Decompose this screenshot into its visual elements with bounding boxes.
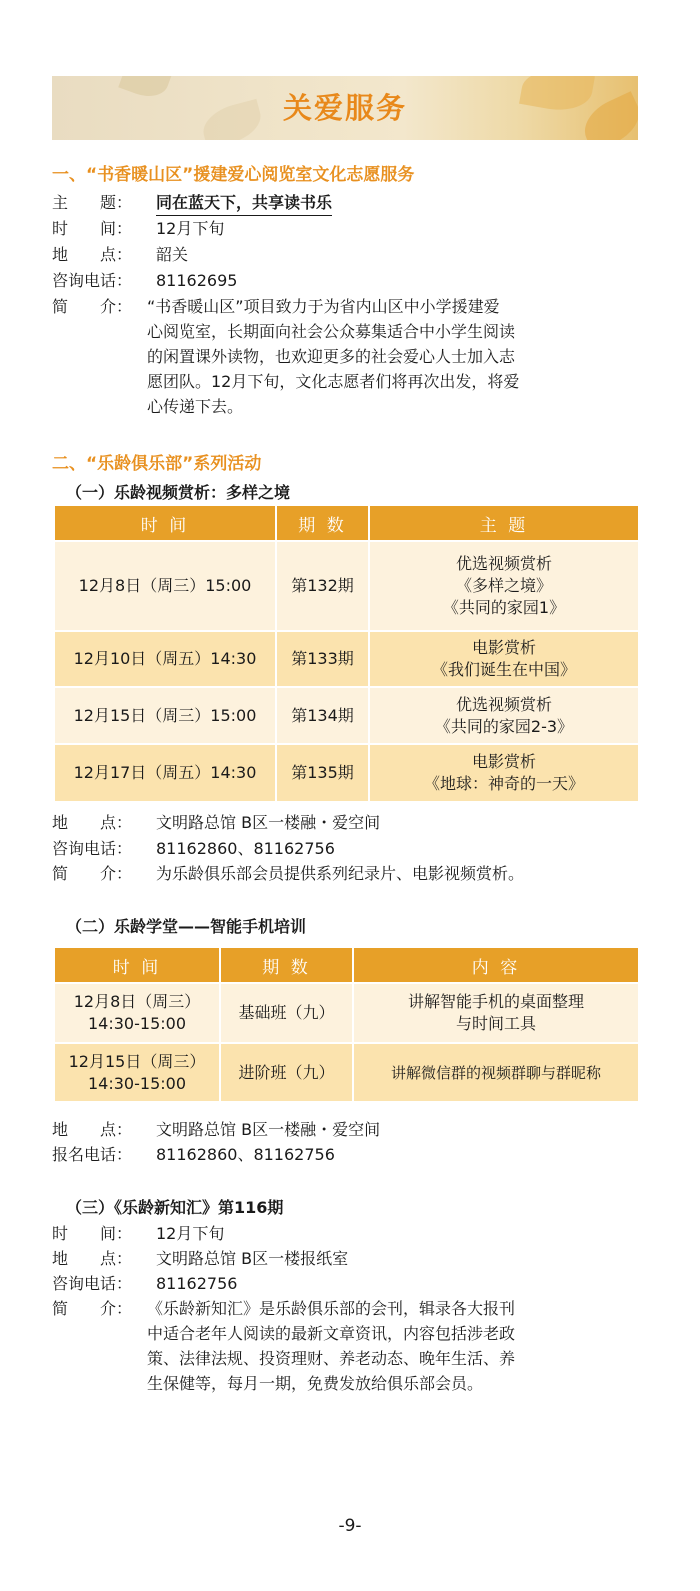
- table-header-row: [55, 948, 638, 983]
- content-line: 讲解微信群的视频群聊与群昵称: [390, 1063, 601, 1082]
- section-banner: [52, 76, 638, 140]
- topic-line: 电影赏析: [471, 752, 536, 771]
- field-label: 咨询电话：: [52, 839, 133, 858]
- intro-line: 的闲置课外读物，也欢迎更多的社会爱心人士加入志: [147, 347, 516, 366]
- phone-value: 81162860、81162756: [156, 839, 335, 858]
- intro-line: 《乐龄新知汇》是乐龄俱乐部的会刊，辑录各大报刊: [147, 1299, 516, 1318]
- time-cell: [55, 1043, 220, 1101]
- column-header: 主 题: [369, 506, 638, 541]
- time-value: 12月下旬: [156, 219, 225, 238]
- banner-title: 关爱服务: [282, 91, 407, 125]
- phone-value: 81162860、81162756: [156, 1145, 335, 1164]
- place-value: 文明路总馆 B区一楼融・爱空间: [156, 813, 381, 832]
- issue-cell: 第133期: [276, 631, 369, 687]
- time-value: 12月下旬: [156, 1224, 225, 1243]
- topic-line: 《我们诞生在中国》: [431, 660, 576, 679]
- content-cell: [353, 1043, 638, 1101]
- topic-cell: [369, 687, 638, 744]
- intro-line: 心传递下去。: [147, 397, 244, 416]
- table-row: [55, 983, 638, 1043]
- topic-line: 优选视频赏析: [455, 554, 552, 573]
- time-line: 12月15日（周三）: [68, 1051, 206, 1071]
- field-label: 地 点：: [52, 1120, 133, 1139]
- topic-line: 《多样之境》: [455, 576, 552, 595]
- content-line: 与时间工具: [455, 1014, 536, 1033]
- phone-value: 81162695: [156, 271, 238, 290]
- field-label: 地 点：: [52, 1249, 133, 1268]
- table-row: [55, 631, 638, 687]
- time-cell: 12月17日（周五）14:30: [55, 744, 276, 801]
- intro-line: 中适合老年人阅读的最新文章资讯，内容包括涉老政: [147, 1324, 516, 1343]
- section1-intro-text: [147, 294, 639, 419]
- part3-title: （三）《乐龄新知汇》第116期: [66, 1198, 284, 1217]
- time-line: 12月8日（周三）: [73, 992, 201, 1011]
- time-line: 14:30-15:00: [88, 1014, 186, 1033]
- issue-cell: 第134期: [276, 687, 369, 744]
- intro-line: 生保健等，每月一期，免费发放给俱乐部会员。: [147, 1374, 484, 1393]
- theme-value: 同在蓝天下，共享读书乐: [156, 191, 332, 216]
- table-row: [55, 541, 638, 631]
- topic-line: 《共同的家园2-3》: [434, 716, 574, 736]
- part2-title: （二）乐龄学堂——智能手机培训: [66, 917, 307, 936]
- field-label: 报名电话：: [52, 1145, 133, 1164]
- section1-heading: 一、“书香暖山区”援建爱心阅览室文化志愿服务: [52, 165, 415, 185]
- intro-value: 为乐龄俱乐部会员提供系列纪录片、电影视频赏析。: [156, 864, 525, 883]
- field-label: 咨询电话：: [52, 1274, 133, 1293]
- field-label: 简 介：: [52, 297, 133, 316]
- place-value: 韶关: [156, 245, 189, 264]
- column-header: 时 间: [55, 948, 220, 983]
- class-cell: 进阶班（九）: [220, 1043, 353, 1101]
- video-schedule-table: [55, 506, 638, 801]
- phone-training-table: [55, 948, 638, 1101]
- field-label: 时 间：: [52, 219, 133, 238]
- time-cell: 12月8日（周三）15:00: [55, 541, 276, 631]
- field-label: 地 点：: [52, 245, 133, 264]
- table-header-row: [55, 506, 638, 541]
- table-row: [55, 687, 638, 744]
- content-line: 讲解智能手机的桌面整理: [407, 992, 584, 1011]
- time-line: 14:30-15:00: [88, 1073, 186, 1093]
- intro-line: “书香暖山区”项目致力于为省内山区中小学援建爱: [147, 297, 500, 316]
- field-label: 咨询电话：: [52, 271, 133, 290]
- time-cell: [55, 983, 220, 1043]
- field-label: 地 点：: [52, 813, 133, 832]
- part1-title: （一）乐龄视频赏析：多样之境: [66, 483, 291, 502]
- time-cell: 12月15日（周三）15:00: [55, 687, 276, 744]
- topic-line: 电影赏析: [471, 638, 536, 657]
- part3-intro-text: [147, 1296, 639, 1396]
- field-label: 简 介：: [52, 864, 133, 883]
- intro-line: 心阅览室，长期面向社会公众募集适合中小学生阅读: [147, 322, 516, 341]
- topic-line: 《共同的家园1》: [442, 598, 566, 617]
- place-value: 文明路总馆 B区一楼报纸室: [156, 1249, 349, 1268]
- content-cell: [353, 983, 638, 1043]
- topic-cell: [369, 631, 638, 687]
- topic-cell: [369, 744, 638, 801]
- issue-cell: 第135期: [276, 744, 369, 801]
- topic-line: 《地球：神奇的一天》: [423, 774, 584, 793]
- table-row: [55, 744, 638, 801]
- field-label: 简 介：: [52, 1299, 133, 1318]
- topic-cell: [369, 541, 638, 631]
- topic-line: 优选视频赏析: [455, 694, 552, 714]
- place-value: 文明路总馆 B区一楼融・爱空间: [156, 1120, 381, 1139]
- class-cell: 基础班（九）: [220, 983, 353, 1043]
- field-label: 主 题：: [52, 193, 133, 212]
- column-header: 期 数: [276, 506, 369, 541]
- page-number: -9-: [338, 1516, 362, 1536]
- intro-line: 策、法律法规、投资理财、养老动态、晚年生活、养: [147, 1349, 516, 1368]
- field-label: 时 间：: [52, 1224, 133, 1243]
- column-header: 期 数: [220, 948, 353, 983]
- column-header: 时 间: [55, 506, 276, 541]
- intro-line: 愿团队。12月下旬，文化志愿者们将再次出发，将爱: [147, 372, 520, 391]
- phone-value: 81162756: [156, 1274, 238, 1293]
- column-header: 内 容: [353, 948, 638, 983]
- table-row: [55, 1043, 638, 1101]
- section2-heading: 二、“乐龄俱乐部”系列活动: [52, 454, 262, 474]
- time-cell: 12月10日（周五）14:30: [55, 631, 276, 687]
- issue-cell: 第132期: [276, 541, 369, 631]
